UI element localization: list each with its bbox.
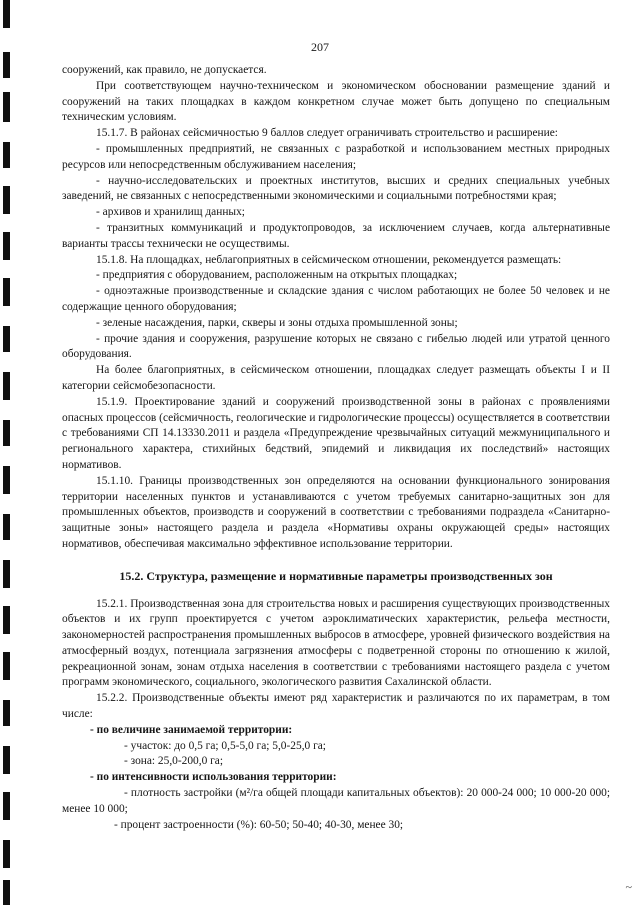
clause-15-1-10: 15.1.10. Границы производственных зон определяются на основании функционального зонирования территории населенных пунктов и устанавливаются с учетом требуемых санитарно-защитных зон для промышленных объектов, производств и сооружений в соответствии с требованиями подраздела «Санитарно-защитные зоны» настоящего раздела и раздела «Нормативы охраны окружающей среды» настоящих нормативов, обеспечивая максимально эффективное использование территории. (62, 474, 610, 550)
list-item: - одноэтажные производственные и складские здания с числом работающих не более 50 человек и не содержащие ценного оборудования; (62, 285, 610, 313)
clause-15-1-8: 15.1.8. На площадках, неблагоприятных в сейсмическом отношении, рекомендуется размещать: (96, 253, 562, 266)
list-item: - архивов и хранилищ данных; (96, 206, 245, 219)
criterion-item: - участок: до 0,5 га; 0,5-5,0 га; 5,0-25,0 га; (124, 739, 326, 752)
binding-mark (3, 792, 10, 820)
criterion-label: - по величине занимаемой территории: (90, 723, 293, 736)
section-heading: 15.2. Структура, размещение и нормативные параметры производственных зон (119, 568, 553, 583)
binding-mark (3, 606, 10, 634)
binding-mark (3, 746, 10, 774)
binding-mark (3, 514, 10, 540)
binding-mark (3, 466, 10, 494)
binding-mark (3, 52, 10, 78)
list-item: - промышленных предприятий, не связанных с разработкой и использованием местных природных ресурсов или непосредственным обслуживанием населения; (62, 142, 610, 171)
binding-mark (3, 186, 10, 214)
binding-mark (3, 92, 10, 122)
binding-mark (3, 560, 10, 588)
binding-mark (3, 840, 10, 868)
list-item: - транзитных коммуникаций и продуктопроводов, за исключением случаев, когда альтернативные варианты трассы технически не осуществимы. (62, 221, 610, 250)
criterion-item: - плотность застройки (м²/га общей площади капитальных объектов): 20 000-24 000; 10 000-20 000; менее 10 000; (62, 787, 610, 815)
document-body (62, 63, 610, 833)
criterion-item: - процент застроенности (%): 60-50; 50-40; 40-30, менее 30; (114, 818, 404, 831)
clause-15-2-1: 15.2.1. Производственная зона для строительства новых и расширения существующих производственных объектов и их групп проектируется с учетом аэроклиматических характеристик, рельефа местности, закономерностей распространения промышленных выбросов в атмосфере, уровней физического воздействия на атмосферный воздух, потенциала загрязнения атмосферы с подветренной стороны по отношению к жилой, рекреационной зонам, зонам отдыха населения в соответствии с требованиями настоящего раздела с учетом программ экономического, социального, экологического развития Сахалинской области. (62, 597, 610, 689)
binding-mark (3, 880, 10, 905)
list-item: - научно-исследовательских и проектных институтов, высших и средних специальных учебных заведений, не связанных с непосредственными экономическими и социальными потребностями края; (62, 174, 610, 203)
page-number: 207 (311, 40, 329, 54)
clause-15-1-9: 15.1.9. Проектирование зданий и сооружений производственной зоны в районах с проявлениями опасных процессов (сейсмичность, геологические и гидрологические процессы) осуществляется в соответствии с требованиями СП 14.13330.2011 и раздела «Предупреждение чрезвычайных ситуаций межмуниципального и регионального характера, стихийных бедствий, эпидемий и ликвидация их последствий» настоящих нормативов. (62, 395, 610, 471)
binding-mark (3, 0, 10, 28)
list-item: - предприятия с оборудованием, расположенным на открытых площадках; (96, 269, 458, 282)
paragraph: сооружений, как правило, не допускается. (62, 64, 267, 76)
binding-mark (3, 652, 10, 680)
binding-mark (3, 232, 10, 260)
binding-mark (3, 278, 10, 306)
scan-mark: ~ (625, 880, 632, 894)
paragraph: На более благоприятных, в сейсмическом отношении, площадках следует размещать объекты I и II категории сейсмобезопасности. (62, 364, 610, 392)
binding-mark (3, 326, 10, 352)
binding-mark (3, 420, 10, 446)
clause-15-1-7: 15.1.7. В районах сейсмичностью 9 баллов следует ограничивать строительство и расширение: (96, 127, 558, 140)
binding-mark (3, 700, 10, 726)
binding-mark (3, 372, 10, 400)
criterion-label: - по интенсивности использования территории: (90, 771, 337, 784)
binding-mark (3, 142, 10, 168)
criterion-item: - зона: 25,0-200,0 га; (124, 755, 224, 768)
paragraph: При соответствующем научно-техническом и экономическом обосновании размещение зданий и сооружений на таких площадках в каждом конкретном случае может быть допущено по специальным техническим условиям. (62, 79, 610, 124)
list-item: - зеленые насаждения, парки, скверы и зоны отдыха промышленной зоны; (96, 316, 458, 329)
list-item: - прочие здания и сооружения, разрушение которых не связано с гибелью людей или утратой ценного оборудования. (62, 332, 610, 361)
clause-15-2-2: 15.2.2. Производственные объекты имеют ряд характеристик и различаются по их параметрам, в том числе: (62, 692, 610, 721)
